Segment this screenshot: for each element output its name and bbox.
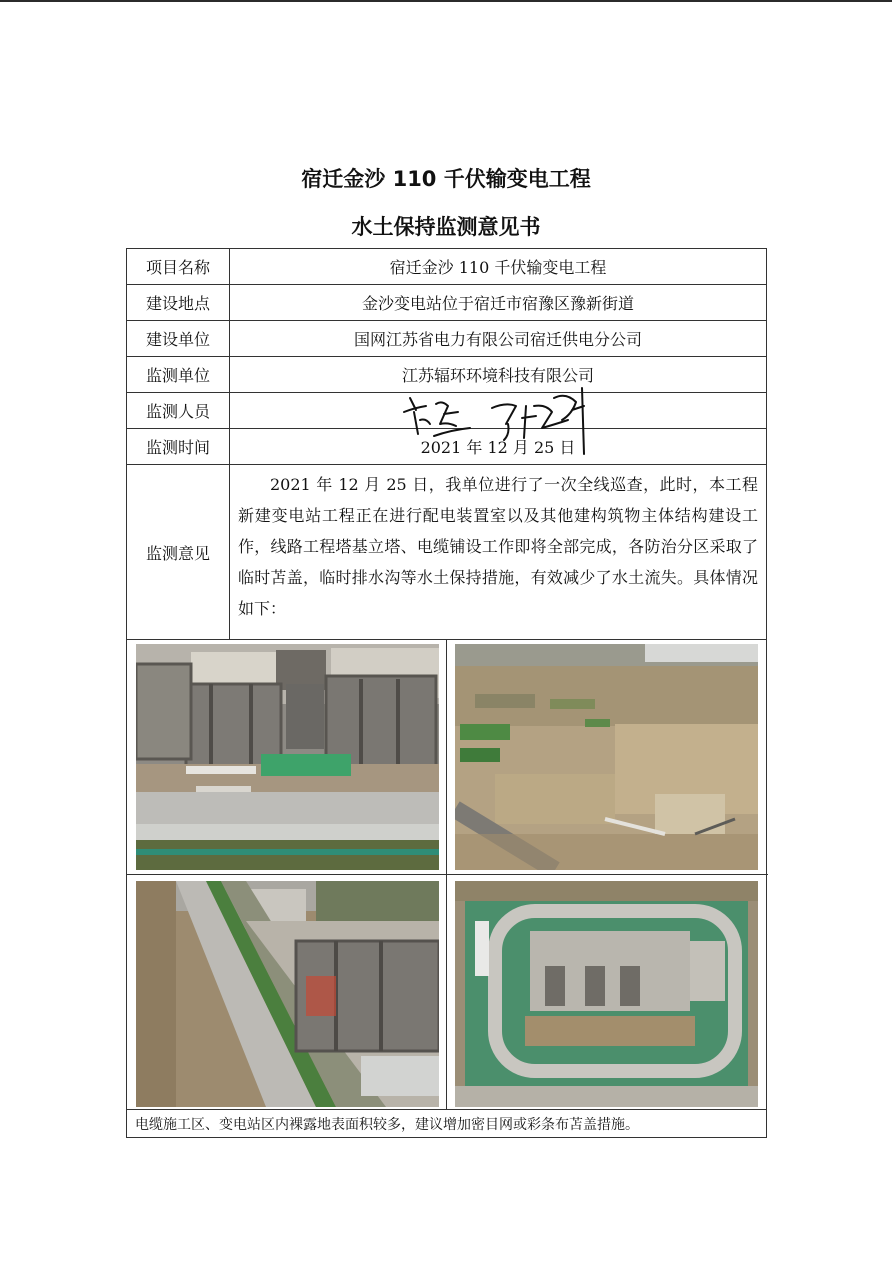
monitor-staff-label: 监测人员 [127,393,230,429]
location-label: 建设地点 [127,285,230,321]
monitoring-form-table [126,248,767,1138]
document-subtitle: 水土保持监测意见书 [351,215,541,239]
photo-divider-horizontal [127,874,768,875]
table-row [127,285,767,321]
handwritten-signature [396,384,606,464]
top-border-line [0,0,892,2]
opinion-text: 2021 年 12 月 25 日，我单位进行了一次全线巡查，此时，本工程新建变电站工程正在进行配电装置室以及其他建构筑物主体结构建设工作，线路工程塔基立塔、电缆铺设工作即将全部完成，各防治分区采取了临时苫盖，临时排水沟等水土保持措施，有效减少了水土流失。具体情况如下： [230,465,767,640]
project-name-value: 宿迁金沙 110 千伏输变电工程 [230,249,767,285]
photo-grid [127,640,767,1110]
table-row [127,465,767,640]
monitor-time-value: 2021 年 12 月 25 日 [230,429,767,465]
substation-aerial-photo [455,881,758,1107]
site-road-aerial-photo [136,881,439,1107]
table-row [127,640,767,1110]
location-value: 金沙变电站位于宿迁市宿豫区豫新街道 [230,285,767,321]
table-row [127,321,767,357]
document-title: 宿迁金沙 110 千伏输变电工程 [301,167,591,191]
project-name-label: 项目名称 [127,249,230,285]
opinion-label: 监测意见 [127,465,230,640]
suggestion-text: 电缆施工区、变电站区内裸露地表面积较多，建议增加密目网或彩条布苫盖措施。 [127,1110,767,1138]
table-row [127,1110,767,1138]
substation-construction-photo [136,644,439,870]
monitor-time-label: 监测时间 [127,429,230,465]
bare-field-photo [455,644,758,870]
builder-label: 建设单位 [127,321,230,357]
table-row [127,249,767,285]
monitor-unit-value: 江苏辐环环境科技有限公司 [230,357,767,393]
builder-value: 国网江苏省电力有限公司宿迁供电分公司 [230,321,767,357]
monitor-unit-label: 监测单位 [127,357,230,393]
